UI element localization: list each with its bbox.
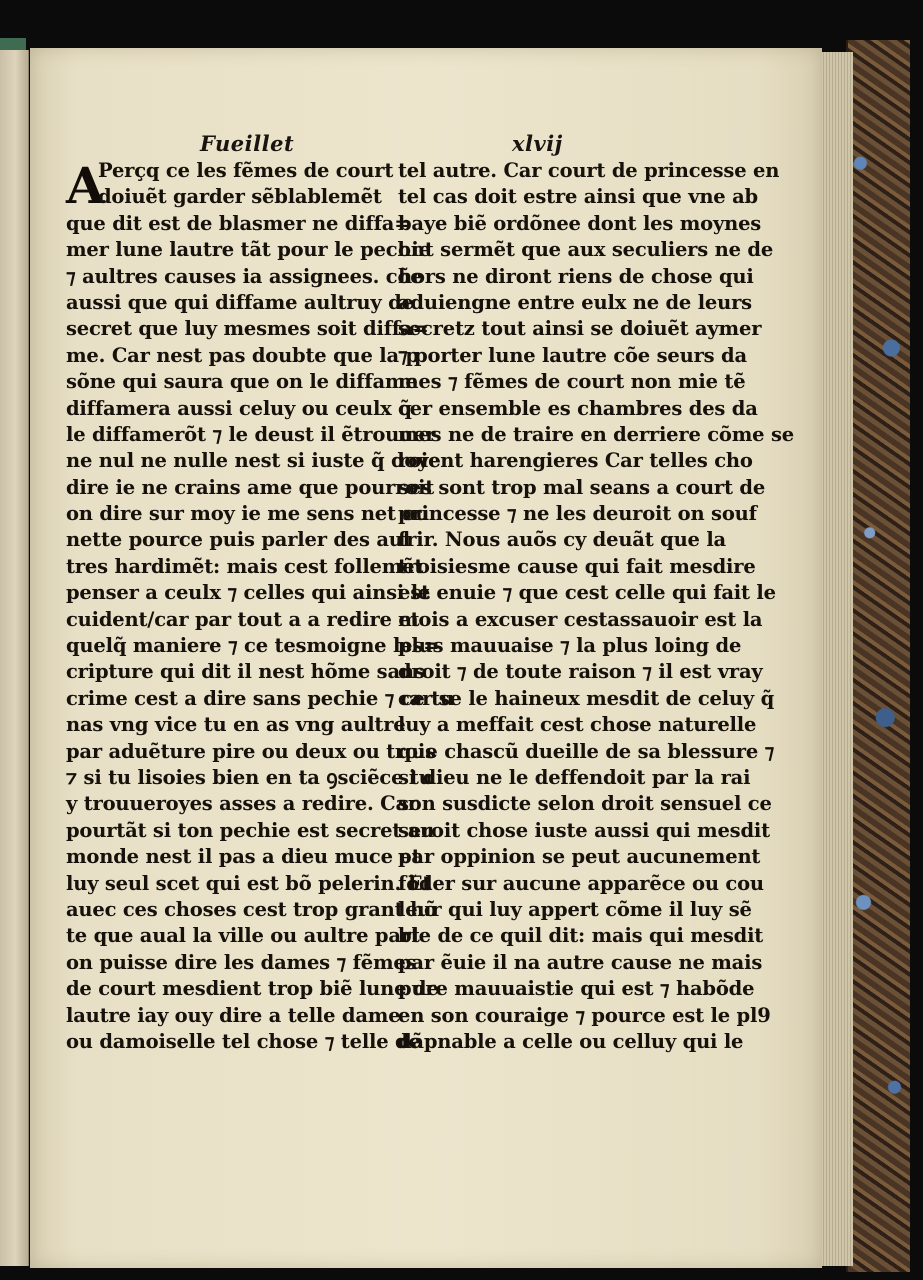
facing-page-edge xyxy=(0,50,29,1266)
text-line: hors ne diront riens de chose qui xyxy=(398,264,754,288)
text-line: diffamera aussi celuy ou ceulx q̃ xyxy=(66,396,412,420)
decorated-initial: A xyxy=(66,156,105,215)
running-head-left: Fueillet xyxy=(200,131,295,156)
text-line: sõne qui saura que on le diffame xyxy=(66,370,418,394)
text-line: secret que luy mesmes soit diffa= xyxy=(66,317,429,341)
text-line: ⁊ porter lune lautre cõe seurs da xyxy=(398,343,747,367)
text-line: ou damoiselle tel chose ⁊ telle de xyxy=(66,1029,421,1053)
text-line: lautre iay ouy dire a telle dame xyxy=(66,1003,401,1027)
text-line: droit ⁊ de toute raison ⁊ il est vray xyxy=(398,660,763,684)
text-line: secretz tout ainsi se doiuẽt aymer xyxy=(398,317,762,341)
text-column-left xyxy=(66,158,454,1055)
text-line: on puisse dire les dames ⁊ fẽmes xyxy=(66,950,417,974)
text-line: mes ne de traire en derriere cõme se xyxy=(398,422,794,446)
text-line: ses sont trop mal seans a court de xyxy=(398,475,766,499)
text-line: Perçq ce les fẽmes de court xyxy=(98,159,394,182)
text-line: ble de ce quil dit: mais qui mesdit xyxy=(398,924,764,948)
text-line: fõder sur aucune apparẽce ou cou xyxy=(398,871,764,895)
folio-number: xlvij xyxy=(512,131,563,156)
text-line: ⁊ aultres causes ia assignees. cõe xyxy=(66,264,423,288)
text-line: auec ces choses cest trop grant hõ xyxy=(66,897,437,921)
text-line: monde nest il pas a dieu muce et xyxy=(66,845,421,869)
text-line: cer ensemble es chambres des da xyxy=(398,396,758,420)
text-line: par aduẽture pire ou deux ou trois xyxy=(66,739,436,763)
page-block-edge xyxy=(820,52,853,1266)
text-line: mes ⁊ fẽmes de court non mie tẽ xyxy=(398,370,746,394)
text-line: dire ie ne crains ame que pourroit xyxy=(66,475,435,499)
text-line: car se le haineux mesdit de celuy q̃ xyxy=(398,686,775,710)
text-line: cripture qui dit il nest hõme sans xyxy=(66,660,425,684)
text-line: on dire sur moy ie me sens net ou xyxy=(66,502,430,526)
text-line: baye biẽ ordõnee dont les moynes xyxy=(398,211,762,235)
text-line: troisiesme cause qui fait mesdire xyxy=(398,554,756,578)
book-page xyxy=(30,48,822,1268)
text-line: pure mauuaistie qui est ⁊ habõde xyxy=(398,977,755,1001)
text-line: frir. Nous auõs cy deuãt que la xyxy=(398,528,726,552)
text-line: aduiengne entre eulx ne de leurs xyxy=(398,290,752,314)
text-line: seroit chose iuste aussi qui mesdit xyxy=(398,818,770,842)
text-line: doiuẽt garder sẽblablemẽt xyxy=(98,185,382,209)
text-line: tel autre. Car court de princesse en xyxy=(398,159,780,182)
text-line: luy a meffait cest chose naturelle xyxy=(398,713,757,737)
text-line: penser a ceulx ⁊ celles qui ainsi le xyxy=(66,581,431,605)
text-line: tel cas doit estre ainsi que vne ab xyxy=(398,185,758,209)
text-line: nas vng vice tu en as vng aultre xyxy=(66,713,406,737)
text-line: y trouueroyes asses a redire. Car xyxy=(66,792,418,816)
text-line: cuident/car par tout a a redire et xyxy=(66,607,420,631)
text-line: nette pource puis parler des aul xyxy=(66,528,410,552)
text-line: ont sermẽt que aux seculiers ne de xyxy=(398,238,774,262)
text-line: leur qui luy appert cõme il luy sẽ xyxy=(398,897,752,921)
text-column-right xyxy=(398,158,794,1055)
marbled-cover-board xyxy=(846,40,910,1272)
text-line: de court mesdient trop biẽ lune de xyxy=(66,977,439,1001)
text-line: ne nul ne nulle nest si iuste q̃ doye xyxy=(66,449,441,473)
text-line: que chascũ dueille de sa blessure ⁊ xyxy=(398,739,775,763)
text-line: princesse ⁊ ne les deuroit on souf xyxy=(398,502,757,526)
text-line: dãpnable a celle ou celluy qui le xyxy=(398,1029,744,1053)
text-line: ⁊ si tu lisoies bien en ta ꝯsciẽce tu xyxy=(66,765,433,789)
text-line: me. Car nest pas doubte que la p xyxy=(66,343,419,367)
text-line: pourtãt si ton pechie est secret au xyxy=(66,818,435,842)
text-line: aussi que qui diffame aultruy de xyxy=(66,290,414,314)
text-line: que dit est de blasmer ne diffa= xyxy=(66,211,411,235)
text-line: mer lune lautre tãt pour le pechie xyxy=(66,238,431,262)
text-line: en son couraige ⁊ pource est le pl9 xyxy=(398,1003,771,1027)
text-line: tres hardimẽt: mais cest follemẽt xyxy=(66,554,424,578)
text-line: son susdicte selon droit sensuel ce xyxy=(398,792,772,816)
text-line: si dieu ne le deffendoit par la rai xyxy=(398,765,751,789)
text-line: mois a excuser cestassauoir est la xyxy=(398,607,763,631)
text-line: par ẽuie il na autre cause ne mais xyxy=(398,950,763,974)
text-line: par oppinion se peut aucunement xyxy=(398,845,761,869)
text-line: te que aual la ville ou aultre part xyxy=(66,924,420,948)
text-line: plus mauuaise ⁊ la plus loing de xyxy=(398,634,742,658)
text-line: crime cest a dire sans pechie ⁊ ce tu xyxy=(66,686,454,710)
text-line: luy seul scet qui est bõ pelerin. Et xyxy=(66,871,432,895)
text-line: roient harengieres Car telles cho xyxy=(398,449,753,473)
text-line: le diffamerõt ⁊ le deust il ẽtrouuer xyxy=(66,422,436,446)
text-line: quelq̃ maniere ⁊ ce tesmoigne les= xyxy=(66,634,440,658)
text-line: est enuie ⁊ que cest celle qui fait le xyxy=(398,581,776,605)
